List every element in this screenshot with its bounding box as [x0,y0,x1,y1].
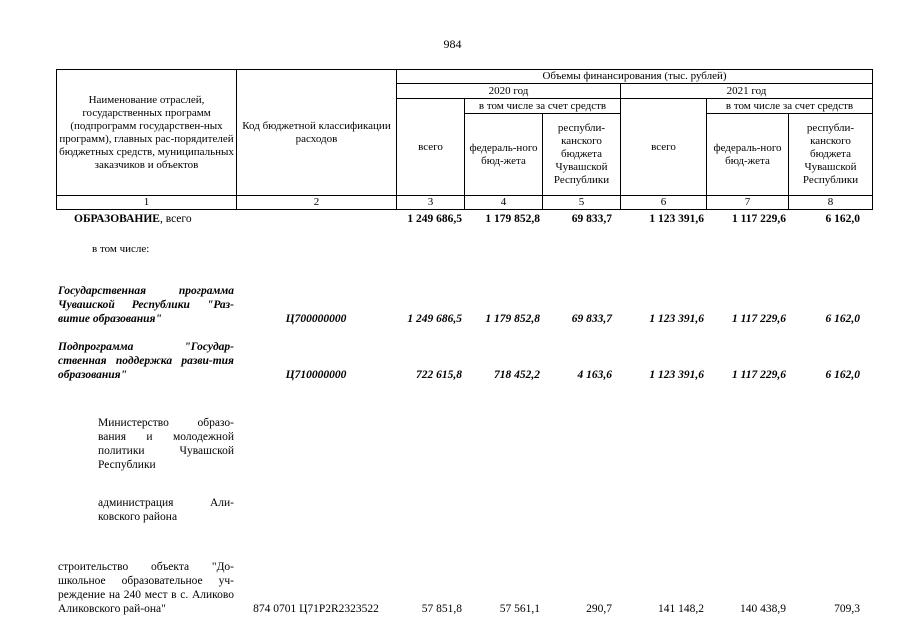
header-rep-2021: республи-канского бюджета Чувашской Республики [789,114,873,196]
row-name: Подпрограмма "Государ-ственная поддержка разви-тия образования" [58,341,234,381]
row-value: 1 123 391,6 [649,313,704,325]
col-number: 1 [57,196,237,210]
row-name: Государственная программа Чувашской Республики "Раз-витие образования" [58,285,234,325]
header-volumes: Объемы финансирования (тыс. рублей) [397,70,873,84]
row-value: 69 833,7 [571,213,612,225]
row-value: 6 162,0 [825,369,860,381]
header-col2: Код бюджетной классификации расходов [237,70,397,196]
table-row [56,472,872,524]
row-name: ОБРАЗОВАНИЕ, всего [74,213,192,225]
col-number: 7 [707,196,789,210]
row-name: строительство объекта "До-школьное образовательное уч-реждение на 240 мест в с. Аликово Аликовского рай-она" [58,561,234,615]
table-row [56,524,872,616]
row-value: 69 833,7 [571,313,612,325]
header-incl-2021: в том числе за счет средств [707,99,873,114]
header-incl-2020: в том числе за счет средств [465,99,621,114]
row-value: 1 117 229,6 [732,313,786,325]
row-value: 141 148,2 [658,603,704,615]
col-number: 3 [397,196,465,210]
row-value: 140 438,9 [740,603,786,615]
table-row [56,326,872,382]
row-value: 57 851,8 [421,603,462,615]
row-value: 1 117 229,6 [732,369,786,381]
row-value: 57 561,1 [499,603,540,615]
row-code: Ц710000000 [285,369,347,381]
row-code: Ц700000000 [285,313,347,325]
row-value: 1 117 229,6 [732,213,786,225]
table-row [56,212,872,226]
header-total-2020: всего [397,99,465,196]
row-name: администрация Али-ковского района [98,497,234,523]
row-value: 709,3 [834,603,860,615]
col-number: 5 [543,196,621,210]
col-number: 6 [621,196,707,210]
table-row [56,382,872,472]
row-value: 1 179 852,8 [485,213,540,225]
row-value: 1 249 686,5 [407,213,462,225]
table-row [56,256,872,326]
header-rep-2020: республи-канского бюджета Чувашской Республики [543,114,621,196]
row-value: 1 179 852,8 [485,313,540,325]
header-col1: Наименование отраслей, государственных программ (подпрограмм государствен-ных программ), главных рас-порядителей бюджетных средств, муниципальных заказчиков и объектов [57,70,237,196]
header-total-2021: всего [621,99,707,196]
col-number: 2 [237,196,397,210]
row-value: 6 162,0 [825,213,860,225]
table-row [56,226,872,256]
row-value: 4 163,6 [577,369,612,381]
row-code [236,212,396,226]
row-name: Министерство образо-вания и молодежной политики Чувашской Республики [98,417,234,471]
row-value: 1 249 686,5 [407,313,462,325]
row-value: 1 123 391,6 [649,369,704,381]
header-table [56,69,873,210]
page-number: 984 [443,37,462,51]
row-value: 1 123 391,6 [649,213,704,225]
header-fed-2020: федераль-ного бюд-жета [465,114,543,196]
row-value: 722 615,8 [416,369,462,381]
row-value: 290,7 [586,603,612,615]
body-table [56,212,872,616]
header-year-2020: 2020 год [397,84,621,99]
header-fed-2021: федераль-ного бюд-жета [707,114,789,196]
row-name: в том числе: [92,243,150,255]
row-value: 6 162,0 [825,313,860,325]
row-code: 874 0701 Ц71P2R2323522 [253,603,379,615]
row-value: 718 452,2 [494,369,540,381]
header-year-2021: 2021 год [621,84,873,99]
col-number: 8 [789,196,873,210]
col-number: 4 [465,196,543,210]
